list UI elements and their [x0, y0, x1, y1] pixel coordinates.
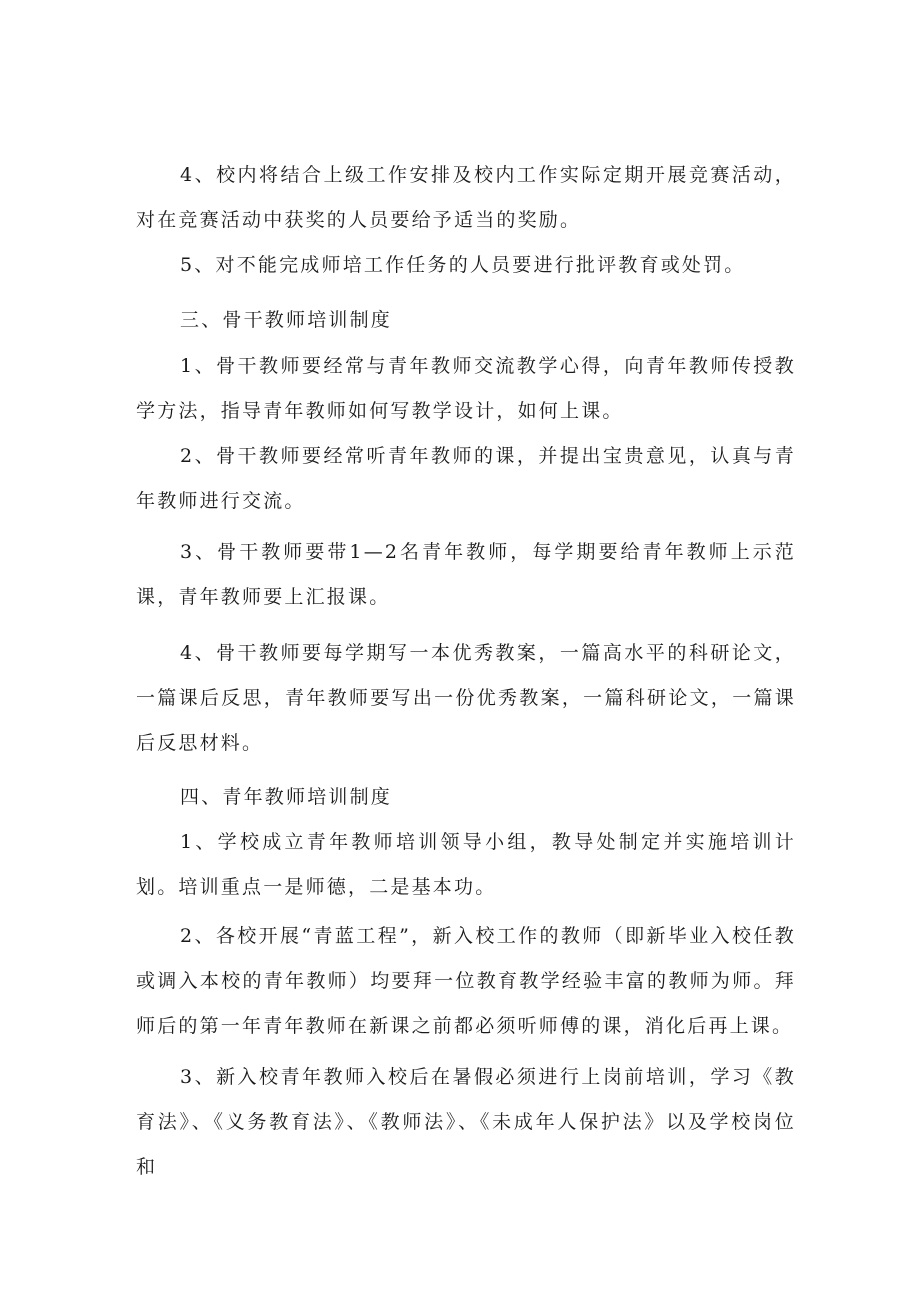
paragraph-backbone-observe: 2、骨干教师要经常听青年教师的课，并提出宝贵意见，认真与青年教师进行交流。	[136, 445, 796, 512]
paragraph-young-leadership-group: 1、学校成立青年教师培训领导小组，教导处制定并实施培训计划。培训重点一是师德，二是基本功。	[136, 831, 796, 898]
section-heading-backbone-teacher-training: 三、骨干教师培训制度	[180, 309, 393, 331]
paragraph-backbone-writing: 4、骨干教师要每学期写一本优秀教案，一篇高水平的科研论文，一篇课后反思，青年教师要写出一份优秀教案，一篇科研论文，一篇课后反思材料。	[136, 642, 796, 754]
paragraph-criticism-penalty: 5、对不能完成师培工作任务的人员要进行批评教育或处罚。	[180, 254, 746, 276]
section-heading-young-teacher-training: 四、青年教师培训制度	[180, 786, 393, 808]
paragraph-backbone-mentoring: 3、骨干教师要带1—2名青年教师，每学期要给青年教师上示范课，青年教师要上汇报课。	[136, 541, 796, 608]
paragraph-backbone-exchange: 1、骨干教师要经常与青年教师交流教学心得，向青年教师传授教学方法，指导青年教师如何写教学设计，如何上课。	[136, 355, 796, 422]
paragraph-pre-job-training: 3、新入校青年教师入校后在暑假必须进行上岗前培训，学习《教育法》、《义务教育法》、《教师法》、《未成年人保护法》以及学校岗位和	[136, 1066, 796, 1178]
paragraph-qinglan-project: 2、各校开展“青蓝工程”，新入校工作的教师（即新毕业入校任教或调入本校的青年教师）均要拜一位教育教学经验丰富的教师为师。拜师后的第一年青年教师在新课之前都必须听师傅的课，消化后再上课。	[136, 925, 796, 1037]
paragraph-competition-rewards: 4、校内将结合上级工作安排及校内工作实际定期开展竞赛活动，对在竞赛活动中获奖的人员要给予适当的奖励。	[136, 164, 796, 231]
